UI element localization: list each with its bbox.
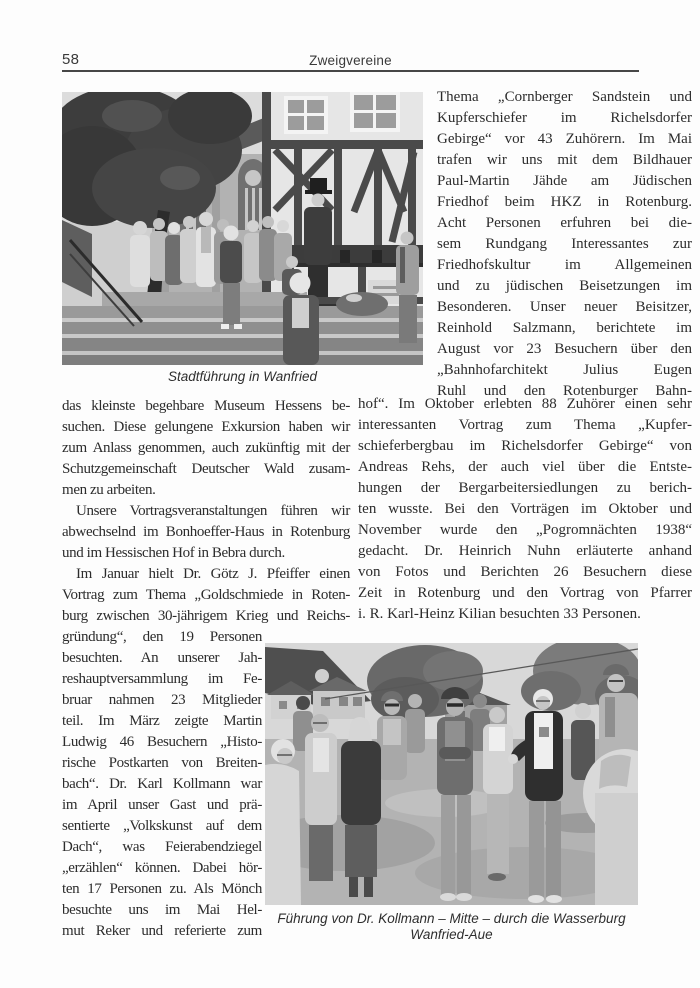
text-line: und im Hessischen Hof in Bebra durch.: [62, 545, 285, 561]
page-number: 58: [62, 51, 80, 68]
column-right-full-width: [358, 394, 692, 625]
text-line: bach“. Dr. Karl Kollmann war: [62, 776, 262, 792]
text-line: „erzählen“ können. Dabei hör-: [62, 860, 262, 876]
text-line: interessanten Vortrag zum Thema „Kupfer-: [358, 417, 692, 433]
text-line: Zeit in Rotenburg und den Vortrag von Pfarrer: [358, 585, 692, 601]
text-line: Dach“, was Feierabendziegel: [62, 839, 262, 855]
text-line: Paul-Martin Jähde am Jüdischen: [437, 173, 692, 189]
text-line: Friedhofskultur im Allgemeinen: [437, 257, 692, 273]
woman-glasses-left: [305, 714, 337, 881]
text-line: abwechselnd im Bonhoeffer-Haus in Rotenburg: [62, 524, 350, 540]
text-line: Ludwig 46 Besuchern „Histo-: [62, 734, 262, 750]
bush: [336, 292, 388, 316]
text-line: men zu arbeiten.: [62, 482, 156, 498]
text-line: Andreas Rehs, der auch viel über die Entste-: [358, 459, 692, 475]
text-line: bruar nahmen 23 Mitglieder: [62, 692, 262, 708]
text-line: November wurde den „Pogromnächten 1938“: [358, 522, 692, 538]
man-cap-crossed-arms: [437, 687, 473, 901]
text-line: Acht Personen erfuhren bei die-: [437, 215, 692, 231]
column-left-beside-photo: [62, 627, 262, 942]
text-line: Reinhold Salzmann, berichtete im: [437, 320, 692, 336]
photo-caption-bottom: Führung von Dr. Kollmann – Mitte – durch die Wasserburg Wanfried-Aue: [277, 911, 626, 942]
text-line: ten wusste. Bei den Vorträgen im Oktober und: [358, 501, 692, 517]
text-line: Ruhl und den Rotenburger Bahn-: [437, 383, 692, 399]
text-line: sem Rundgang Interessantes zur: [437, 236, 692, 252]
column-right-beside-photo: [437, 87, 692, 402]
text-line: teil. Im März zeigte Martin: [62, 713, 262, 729]
text-line: „Bahnhofarchitekt Julius Eugen: [437, 362, 692, 378]
polo-emblem: [539, 727, 549, 737]
text-line: sentierte „Volkskunst auf dem: [62, 818, 262, 834]
text-line: suchen. Diese gelungene Exkursion haben wir: [62, 419, 350, 435]
text-line: burg zwischen 30-jährigem Krieg und Reichs-: [62, 608, 350, 624]
man-light-jacket: [483, 707, 513, 881]
text-line: besuchte uns im Mai Hel-: [62, 902, 262, 918]
photo-stadtfuehrung-wanfried: [62, 92, 423, 365]
text-line: hungen der Bergarbeitersiedlungen zu berich-: [358, 480, 692, 496]
text-line: Thema „Cornberger Sandstein und: [437, 89, 692, 105]
photo-fuehrung-kollmann: [265, 643, 638, 905]
text-line: trafen wir uns mit dem Bildhauer: [437, 152, 692, 168]
text-line: Schutzgemeinschaft Deutscher Wald zusam-: [62, 461, 350, 477]
text-line: zum Anlass genommen, auch zukünftig mit der: [62, 440, 350, 456]
text-line: Im Januar hielt Dr. Götz J. Pfeiffer einen: [76, 566, 350, 582]
text-line: gründung“, den 19 Personen: [62, 629, 262, 645]
man-right: [396, 232, 419, 344]
column-left-full-width: [62, 396, 350, 627]
text-line: besuchten. An unserer Jah-: [62, 650, 262, 666]
text-line: ten 17 Personen zu. Als Mönch: [62, 881, 262, 897]
text-line: mut Reker und referierte zum: [62, 923, 262, 939]
gesturing-hand: [508, 754, 518, 764]
text-line: Besonderen. Unser neuer Beisitzer,: [437, 299, 692, 315]
header-rule: [62, 70, 639, 72]
text-line: das kleinste begehbare Museum Hessens be-: [62, 398, 350, 414]
woman-headscarf: [341, 717, 381, 897]
photo-caption-top: Stadtführung in Wanfried: [167, 369, 318, 384]
text-line: Friedhof beim HKZ in Rotenburg.: [437, 194, 692, 210]
text-line: schieferbergbau im Richelsdorfer Gebirge“ von: [358, 438, 692, 454]
text-line: Gebirge“ vor 43 Zuhörern. Im Mai: [437, 131, 692, 147]
text-line: gedacht. Dr. Heinrich Nuhn erläuterte anhand: [358, 543, 692, 559]
text-line: rische Postkarten von Breiten-: [62, 755, 262, 771]
text-line: August vor 23 Besuchern über den: [437, 341, 692, 357]
text-line: Unsere Vortragsveranstaltungen führen wir: [76, 503, 350, 519]
text-line: reshauptversammlung im Fe-: [62, 671, 262, 687]
text-line: hof“. Im Oktober erlebten 88 Zuhörer einen sehr: [358, 396, 692, 412]
text-line: i. R. Karl-Heinz Kilian besuchten 33 Personen.: [358, 606, 641, 622]
text-line: Vortrag zum Thema „Goldschmiede in Roten-: [62, 587, 350, 603]
balloon: [315, 669, 329, 683]
text-line: im April unser Gast und prä-: [62, 797, 262, 813]
text-line: Kupferschiefer im Richelsdorfer: [437, 110, 692, 126]
section-title: Zweigvereine: [309, 53, 392, 68]
text-line: und zu jüdischen Beisetzungen im: [437, 278, 692, 294]
text-line: von Fotos und Berichten 26 Besuchern diese: [358, 564, 692, 580]
